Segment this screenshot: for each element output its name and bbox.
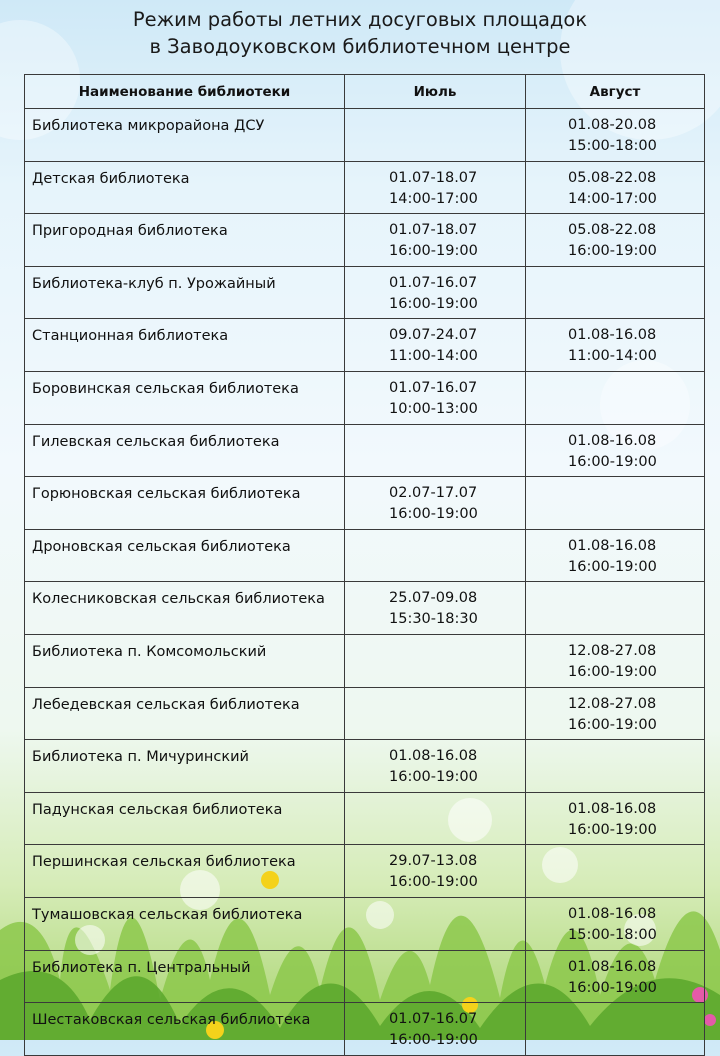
- august-cell: [526, 477, 705, 530]
- july-cell: [345, 477, 526, 530]
- library-name-cell: Библиотека п. Центральный: [25, 950, 345, 1003]
- august-time: 15:00-18:00: [568, 926, 657, 943]
- library-name-cell: Шестаковская сельская библиотека: [25, 1003, 345, 1056]
- august-dates: 05.08-22.08: [568, 222, 657, 239]
- august-cell: [526, 371, 705, 424]
- table-row: [25, 950, 705, 1003]
- july-time: 16:00-19:00: [389, 506, 478, 523]
- august-dates: 01.08-16.08: [568, 800, 657, 817]
- library-name-cell: Горюновская сельская библиотека: [25, 477, 345, 530]
- july-dates: 01.07-18.07: [389, 222, 478, 239]
- header-july: Июль: [345, 75, 526, 109]
- august-cell: [526, 634, 705, 687]
- july-cell: [345, 109, 526, 162]
- august-dates: 01.08-16.08: [568, 432, 657, 449]
- july-cell: [345, 266, 526, 319]
- july-dates: 02.07-17.07: [389, 485, 478, 502]
- august-cell: [526, 740, 705, 793]
- august-cell: [526, 582, 705, 635]
- july-dates: 01.07-16.07: [389, 379, 478, 396]
- july-dates: 01.07-18.07: [389, 169, 478, 186]
- august-dates: 05.08-22.08: [568, 169, 657, 186]
- table-row: [25, 161, 705, 214]
- august-cell: [526, 792, 705, 845]
- july-dates: 01.07-16.07: [389, 1011, 478, 1028]
- july-cell: [345, 161, 526, 214]
- august-time: 14:00-17:00: [568, 190, 657, 207]
- august-time: 16:00-19:00: [568, 716, 657, 733]
- library-name-cell: Библиотека п. Мичуринский: [25, 740, 345, 793]
- page-title: [0, 6, 720, 60]
- july-cell: [345, 319, 526, 372]
- library-name-cell: Библиотека-клуб п. Урожайный: [25, 266, 345, 319]
- august-time: 16:00-19:00: [568, 453, 657, 470]
- table-header-row: [25, 75, 705, 109]
- august-dates: 01.08-16.08: [568, 958, 657, 975]
- library-name-cell: Станционная библиотека: [25, 319, 345, 372]
- title-line-2: в Заводоуковском библиотечном центре: [149, 35, 571, 58]
- august-dates: 01.08-20.08: [568, 117, 657, 133]
- library-name-cell: Детская библиотека: [25, 161, 345, 214]
- august-dates: 01.08-16.08: [568, 327, 657, 344]
- july-cell: [345, 740, 526, 793]
- august-dates: 12.08-27.08: [568, 642, 657, 659]
- table-row: [25, 792, 705, 845]
- july-dates: 01.08-16.08: [389, 748, 478, 765]
- august-cell: [526, 266, 705, 319]
- library-name-cell: Пригородная библиотека: [25, 214, 345, 267]
- july-cell: [345, 634, 526, 687]
- august-dates: 12.08-27.08: [568, 695, 657, 712]
- table-row: [25, 845, 705, 898]
- library-name-cell: Падунская сельская библиотека: [25, 792, 345, 845]
- header-library-name: Наименование библиотеки: [25, 75, 345, 109]
- july-dates: 01.07-16.07: [389, 274, 478, 291]
- august-cell: [526, 897, 705, 950]
- library-name-cell: Библиотека микрорайона ДСУ: [25, 109, 345, 162]
- library-name-cell: Тумашовская сельская библиотека: [25, 897, 345, 950]
- august-dates: 01.08-16.08: [568, 537, 657, 554]
- august-time: 16:00-19:00: [568, 663, 657, 680]
- table-row: [25, 582, 705, 635]
- library-name-cell: Дроновская сельская библиотека: [25, 529, 345, 582]
- august-cell: [526, 950, 705, 1003]
- july-cell: [345, 214, 526, 267]
- august-time: 16:00-19:00: [568, 558, 657, 575]
- august-time: 11:00-14:00: [568, 348, 657, 365]
- july-cell: [345, 950, 526, 1003]
- july-time: 15:30-18:30: [389, 611, 478, 628]
- table-row: [25, 371, 705, 424]
- july-time: 16:00-19:00: [389, 243, 478, 260]
- july-time: 11:00-14:00: [389, 348, 478, 365]
- library-name-cell: Першинская сельская библиотека: [25, 845, 345, 898]
- august-dates: 01.08-16.08: [568, 905, 657, 922]
- table-row: [25, 1003, 705, 1056]
- july-time: 10:00-13:00: [389, 400, 478, 417]
- july-time: 16:00-19:00: [389, 295, 478, 312]
- august-cell: [526, 214, 705, 267]
- august-cell: [526, 1003, 705, 1056]
- july-dates: 29.07-13.08: [389, 853, 478, 870]
- july-cell: [345, 1003, 526, 1056]
- schedule-table: [24, 74, 705, 1056]
- header-august: Август: [526, 75, 705, 109]
- july-cell: [345, 371, 526, 424]
- table-row: [25, 687, 705, 740]
- august-cell: [526, 845, 705, 898]
- july-cell: [345, 792, 526, 845]
- july-cell: [345, 424, 526, 477]
- july-cell: [345, 845, 526, 898]
- july-dates: 09.07-24.07: [389, 327, 478, 344]
- table-row: [25, 634, 705, 687]
- august-cell: [526, 687, 705, 740]
- table-row: [25, 214, 705, 267]
- table-row: [25, 897, 705, 950]
- library-name-cell: Боровинская сельская библиотека: [25, 371, 345, 424]
- august-cell: [526, 424, 705, 477]
- july-cell: [345, 529, 526, 582]
- table-row: [25, 740, 705, 793]
- august-cell: [526, 319, 705, 372]
- august-cell: [526, 161, 705, 214]
- table-row: [25, 424, 705, 477]
- table-row: [25, 266, 705, 319]
- july-cell: [345, 897, 526, 950]
- august-cell: [526, 529, 705, 582]
- july-dates: 25.07-09.08: [389, 590, 478, 607]
- july-cell: [345, 687, 526, 740]
- july-time: 16:00-19:00: [389, 769, 478, 786]
- august-time: 16:00-19:00: [568, 979, 657, 996]
- july-time: 16:00-19:00: [389, 874, 478, 891]
- table-row: [25, 529, 705, 582]
- august-cell: [526, 109, 705, 162]
- august-time: 15:00-18:00: [568, 138, 657, 154]
- table-row: [25, 109, 705, 162]
- july-time: 14:00-17:00: [389, 190, 478, 207]
- july-time: 16:00-19:00: [389, 1032, 478, 1049]
- library-name-cell: Колесниковская сельская библиотека: [25, 582, 345, 635]
- library-name-cell: Гилевская сельская библиотека: [25, 424, 345, 477]
- library-name-cell: Лебедевская сельская библиотека: [25, 687, 345, 740]
- august-time: 16:00-19:00: [568, 821, 657, 838]
- august-time: 16:00-19:00: [568, 243, 657, 260]
- library-name-cell: Библиотека п. Комсомольский: [25, 634, 345, 687]
- table-row: [25, 477, 705, 530]
- title-line-1: Режим работы летних досуговых площадок: [132, 8, 588, 31]
- july-cell: [345, 582, 526, 635]
- table-row: [25, 319, 705, 372]
